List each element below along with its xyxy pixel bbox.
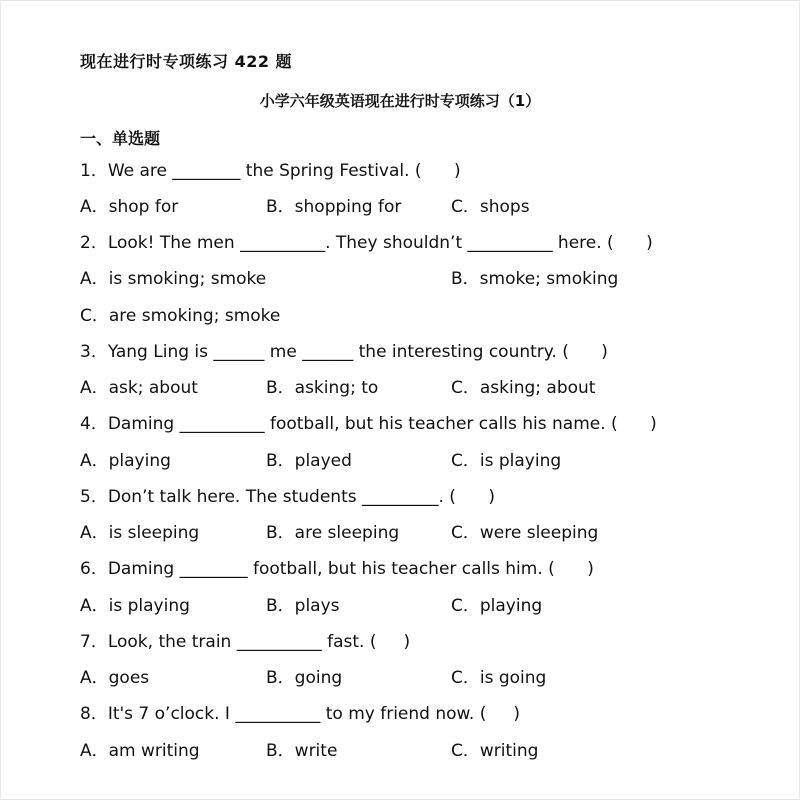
question-6-option-c: C．playing <box>451 596 543 616</box>
question-8-option-a: A．am writing <box>80 741 200 761</box>
question-4-stem: 4．Daming __________ football, but his teacher calls his name. ( ) <box>80 414 657 434</box>
question-2-option-a: A．is smoking; smoke <box>80 269 267 289</box>
question-1-option-c: C．shops <box>451 197 530 217</box>
document-title: 现在进行时专项练习 422 题 <box>80 52 293 71</box>
question-6-option-b: B．plays <box>266 596 340 616</box>
question-7-option-c: C．is going <box>451 668 547 688</box>
question-3-option-c: C．asking; about <box>451 378 596 398</box>
question-7-option-b: B．going <box>266 668 343 688</box>
document-subtitle: 小学六年级英语现在进行时专项练习（1） <box>259 92 541 110</box>
question-6-option-a: A．is playing <box>80 596 190 616</box>
question-3-stem: 3．Yang Ling is ______ me ______ the interesting country. ( ) <box>80 342 608 362</box>
question-2-option-b: B．smoke; smoking <box>451 269 619 289</box>
question-2-option-c: C．are smoking; smoke <box>80 306 281 326</box>
question-8-option-b: B．write <box>266 741 338 761</box>
section-heading: 一、单选题 <box>80 129 161 148</box>
question-2-stem: 2．Look! The men __________. They shouldn’t __________ here. ( ) <box>80 233 653 253</box>
question-4-option-c: C．is playing <box>451 451 562 471</box>
question-5-stem: 5．Don’t talk here. The students _________. ( ) <box>80 487 495 507</box>
question-5-option-c: C．were sleeping <box>451 523 599 543</box>
question-1-stem: 1．We are ________ the Spring Festival. ( ) <box>80 161 461 181</box>
question-6-stem: 6．Daming ________ football, but his teacher calls him. ( ) <box>80 559 594 579</box>
question-1-option-a: A．shop for <box>80 197 179 217</box>
question-1-option-b: B．shopping for <box>266 197 402 217</box>
question-7-stem: 7．Look, the train __________ fast. ( ) <box>80 632 411 652</box>
question-3-option-b: B．asking; to <box>266 378 379 398</box>
question-4-option-a: A．playing <box>80 451 171 471</box>
question-7-option-a: A．goes <box>80 668 150 688</box>
question-8-option-c: C．writing <box>451 741 539 761</box>
question-5-option-b: B．are sleeping <box>266 523 400 543</box>
question-8-stem: 8．It's 7 o’clock. I __________ to my friend now. ( ) <box>80 704 520 724</box>
question-3-option-a: A．ask; about <box>80 378 198 398</box>
question-5-option-a: A．is sleeping <box>80 523 200 543</box>
question-4-option-b: B．played <box>266 451 352 471</box>
